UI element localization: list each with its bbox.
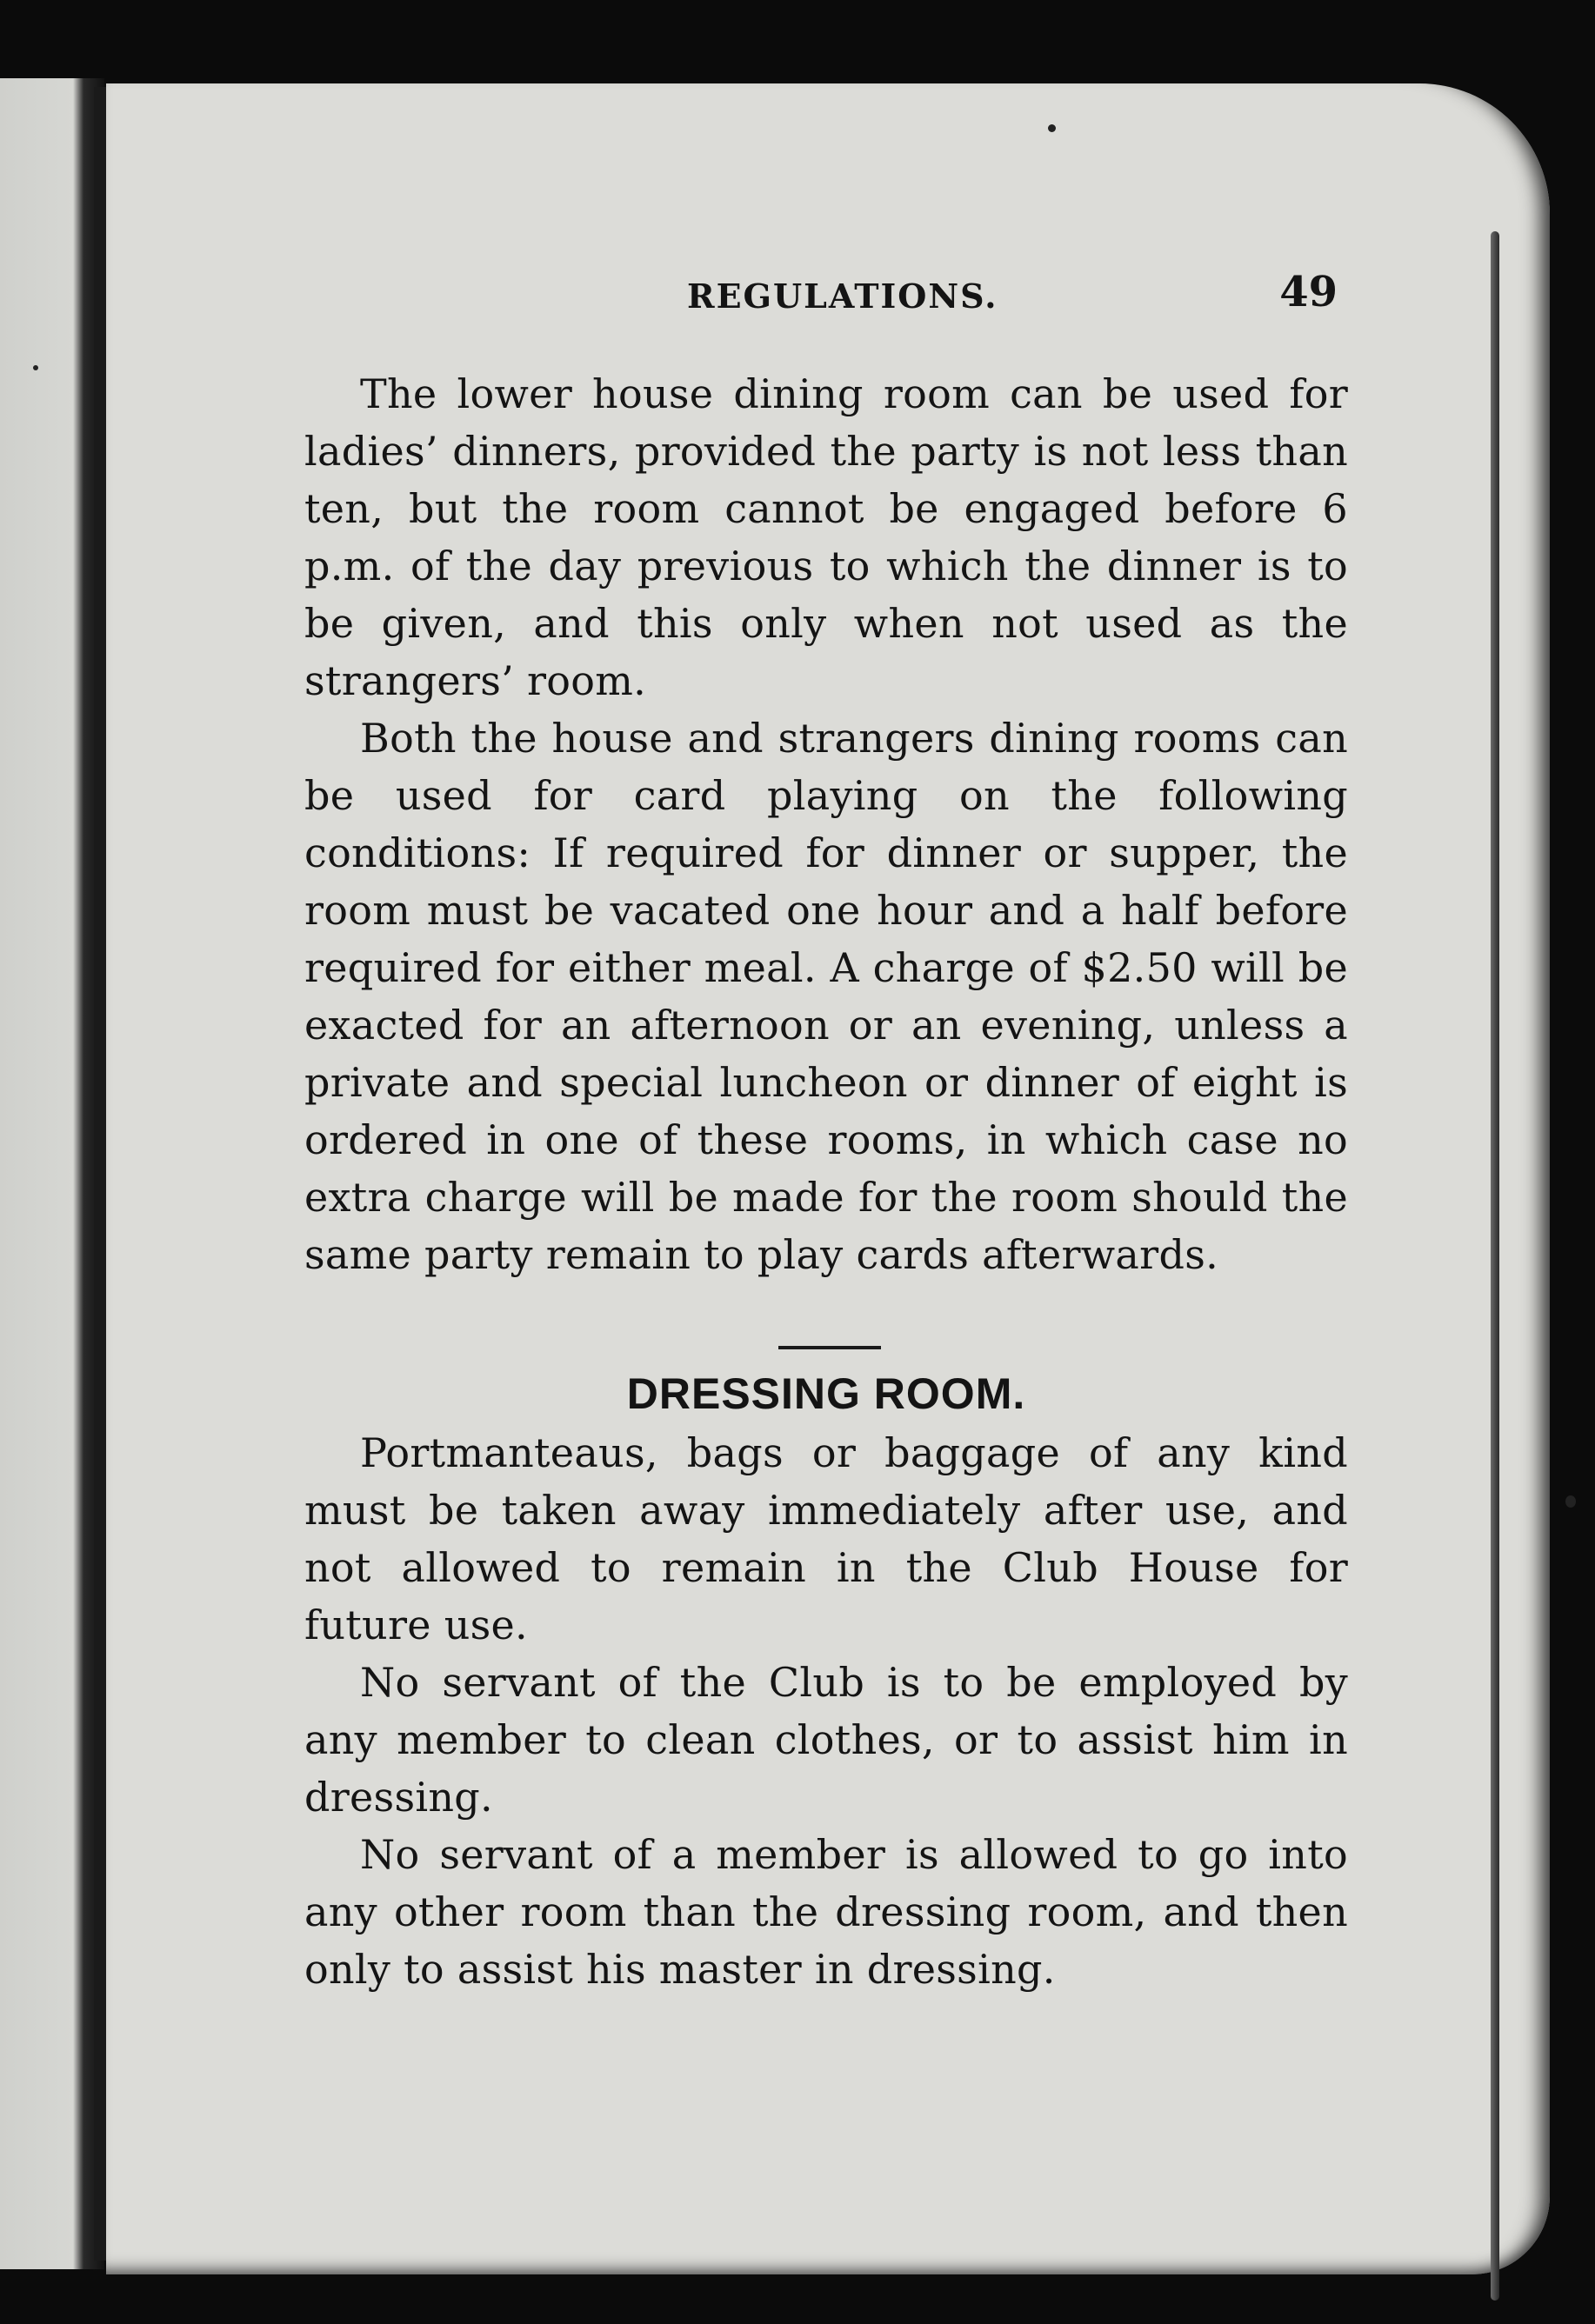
page-text-block [304, 261, 1348, 1998]
paragraph-dining-room: The lower house dining room can be used for ladies’ dinners, provided the party is not less than ten, but the room cannot be engaged before 6 p.m. of the day previous to which the dinner is to be given, and this only when not used as the strangers’ room. [304, 370, 1348, 704]
book-gutter [0, 78, 104, 2269]
dust-speck [1565, 1495, 1576, 1508]
running-head-title: REGULATIONS. [687, 276, 998, 316]
book-spine [94, 87, 106, 2261]
paragraph-member-servants: No servant of a member is allowed to go into any other room than the dressing room, and then only to assist his master in dressing. [304, 1831, 1348, 1993]
paragraph-baggage: Portmanteaus, bags or baggage of any kind must be taken away immediately after use, and not allowed to remain in the Club House for future use. [304, 1429, 1348, 1648]
paragraph-club-servants: No servant of the Club is to be employed by any member to clean clothes, or to assist him in dressing. [304, 1659, 1348, 1821]
dust-speck [33, 365, 38, 370]
divider-rule [778, 1346, 881, 1349]
running-head [304, 261, 1348, 330]
dust-speck [1048, 124, 1056, 132]
paragraph-card-playing: Both the house and strangers dining rooms can be used for card playing on the following conditions: If required for dinner or supper, the room must be vacated one hour and a half before required for either meal. A charge of $2.50 will be exacted for an afternoon or an evening, unless a private and special luncheon or dinner of eight is ordered in one of these rooms, in which case no extra charge will be made for the room should the same party remain to play cards afterwards. [304, 715, 1348, 1278]
page-edge-shadow [1491, 231, 1499, 2301]
page-number: 49 [1279, 268, 1338, 316]
section-heading-dressing-room: DRESSING ROOM. [626, 1369, 1026, 1418]
section-divider [304, 1283, 1348, 1358]
